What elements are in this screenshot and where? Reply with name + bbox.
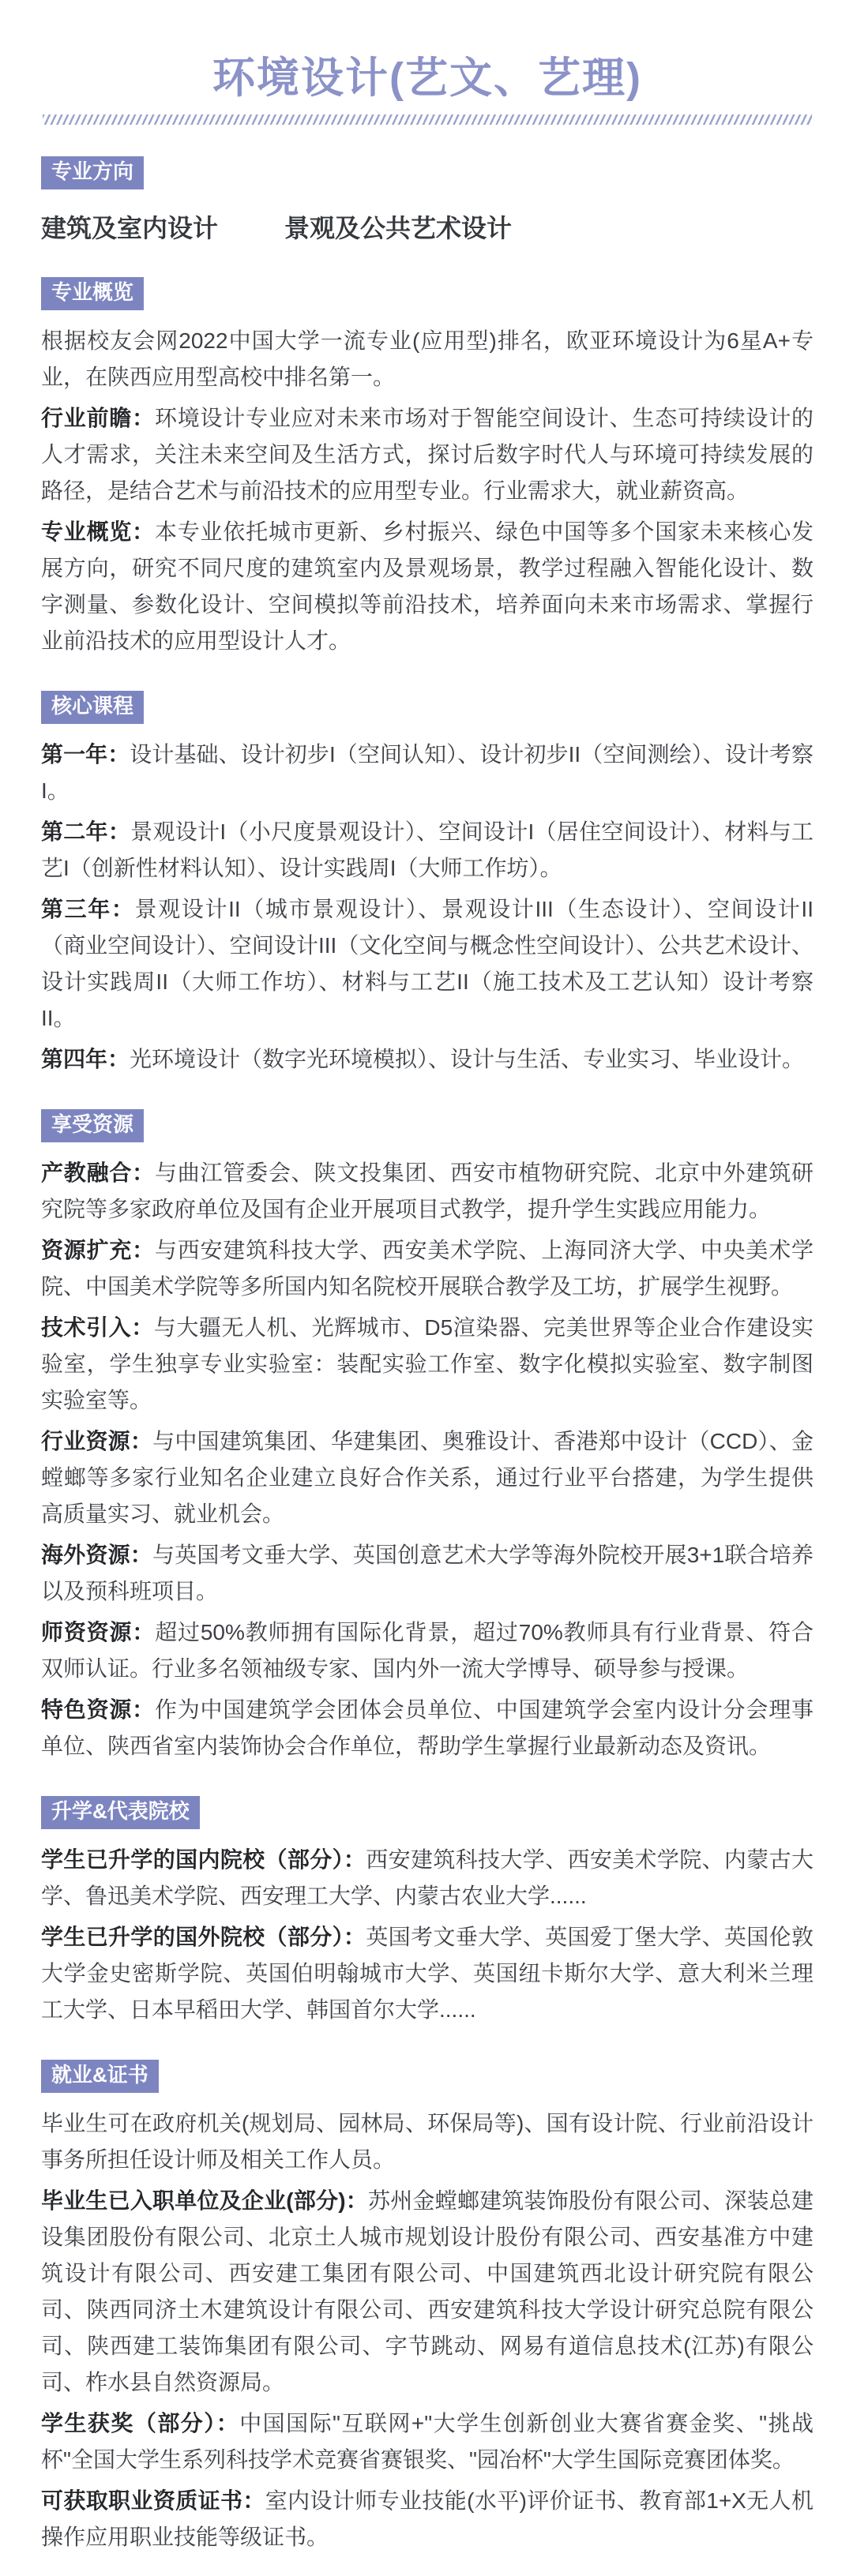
paragraph-technology: [41, 1310, 814, 1419]
paragraph-year4: [41, 1041, 814, 1078]
paragraph-text: 根据校友会网2022中国大学一流专业(应用型)排名，欧亚环境设计为6星A+专业，在陕西应用型高校中排名第一。: [41, 328, 814, 390]
paragraph-text: 设计基础、设计初步I（空间认知）、设计初步II（空间测绘）、设计考察I。: [41, 742, 814, 804]
paragraph-lead: 专业概览：: [41, 519, 155, 545]
paragraph-year3: [41, 891, 814, 1037]
paragraph-text: 室内设计师专业技能(水平)评价证书、教育部1+X无人机操作应用职业技能等级证书。: [41, 2488, 814, 2549]
paragraph-year2: [41, 814, 814, 887]
paragraph-industry-outlook: [41, 400, 814, 509]
section-major-overview: [41, 277, 814, 659]
paragraph-resource-expansion: [41, 1232, 814, 1305]
paragraph-text: 苏州金螳螂建筑装饰股份有限公司、深装总建设集团股份有限公司、北京土人城市规划设计股份有限公司、西安基准方中建筑设计有限公司、西安建工集团有限公司、中国建筑西北设计研究院有限公司、陕西同济土木建筑设计有限公司、西安建筑科技大学设计研究总院有限公司、陕西建工装饰集团有限公司、字节跳动、网易有道信息技术(江苏)有限公司、柞水县自然资源局。: [41, 2188, 814, 2394]
badge-major-directions: 专业方向: [41, 156, 144, 189]
paragraph-text: 中国国际"互联网+"大学生创新创业大赛省赛金奖、"挑战杯"全国大学生系列科技学术竞赛省赛银奖、"园冶杯"大学生国际竞赛团体奖。: [41, 2410, 814, 2472]
paragraph-lead: 技术引入：: [41, 1315, 154, 1340]
paragraph-text: 景观设计I（小尺度景观设计）、空间设计I（居住空间设计）、材料与工艺I（创新性材料认知）、设计实践周I（大师工作坊）。: [41, 819, 814, 881]
section-resources: [41, 1109, 814, 1764]
paragraph-lead: 可获取职业资质证书：: [41, 2488, 265, 2513]
paragraph-lead: 资源扩充：: [41, 1238, 155, 1263]
hatched-divider: [43, 114, 812, 125]
section-major-directions: [41, 156, 814, 246]
paragraph-lead: 第四年：: [41, 1047, 130, 1072]
section-core-courses: [41, 691, 814, 1078]
paragraph-employment-overview: [41, 2105, 814, 2178]
badge-major-overview: 专业概览: [41, 277, 144, 310]
paragraph-domestic-schools: [41, 1842, 814, 1914]
paragraph-lead: 第二年：: [41, 819, 131, 845]
paragraph-faculty-resources: [41, 1614, 814, 1687]
section-employment-certificates: [41, 2060, 814, 2555]
paragraph-text: 本专业依托城市更新、乡村振兴、绿色中国等多个国家未来核心发展方向，研究不同尺度的建筑室内及景观场景，教学过程融入智能化设计、数字测量、参数化设计、空间模拟等前沿技术，培养面向未来市场需求、掌握行业前沿技术的应用型设计人才。: [41, 519, 814, 654]
paragraph-text: 与西安建筑科技大学、西安美术学院、上海同济大学、中央美术学院、中国美术学院等多所国内知名院校开展联合教学及工坊，扩展学生视野。: [41, 1238, 814, 1299]
paragraph-lead: 第一年：: [41, 742, 130, 767]
paragraph-certificates: [41, 2483, 814, 2555]
paragraph-lead: 毕业生已入职单位及企业(部分)：: [41, 2188, 369, 2213]
paragraph-employers: [41, 2183, 814, 2401]
page-title: 环境设计(艺文、艺理): [212, 54, 642, 102]
paragraph-lead: 海外资源：: [41, 1543, 152, 1568]
paragraph-text: 光环境设计（数字光环境模拟）、设计与生活、专业实习、毕业设计。: [130, 1047, 805, 1072]
direction-item-landscape-public-art: 景观及公共艺术设计: [284, 214, 513, 243]
paragraph-text: 毕业生可在政府机关(规划局、园林局、环保局等)、国有设计院、行业前沿设计事务所担任设计师及相关工作人员。: [41, 2110, 814, 2172]
badge-further-study: 升学&代表院校: [41, 1796, 200, 1829]
badge-resources: 享受资源: [41, 1109, 144, 1142]
paragraph-lead: 行业前瞻：: [41, 406, 155, 431]
paragraph-text: 超过50%教师拥有国际化背景，超过70%教师具有行业背景、符合双师认证。行业多名领袖级专家、国内外一流大学博导、硕导参与授课。: [41, 1620, 814, 1682]
paragraph-lead: 学生已升学的国外院校（部分）：: [41, 1925, 366, 1950]
direction-item-architecture-interior: 建筑及室内设计: [41, 214, 219, 243]
paragraph-text: 作为中国建筑学会团体会员单位、中国建筑学会室内设计分会理事单位、陕西省室内装饰协会合作单位，帮助学生掌握行业最新动态及资讯。: [41, 1697, 814, 1759]
badge-employment-certificates: 就业&证书: [41, 2060, 159, 2093]
paragraph-text: 景观设计II（城市景观设计）、景观设计III（生态设计）、空间设计II（商业空间设计）、空间设计III（文化空间与概念性空间设计）、公共艺术设计、设计实践周II（大师工作坊）、材料与工艺II（施工技术及工艺认知）设计考察II。: [41, 897, 814, 1031]
paragraph-special-resources: [41, 1692, 814, 1764]
paragraph-lead: 行业资源：: [41, 1429, 153, 1454]
paragraph-text: 与曲江管委会、陕文投集团、西安市植物研究院、北京中外建筑研究院等多家政府单位及国有企业开展项目式教学，提升学生实践应用能力。: [41, 1161, 814, 1222]
paragraph-text: 英国考文垂大学、英国爱丁堡大学、英国伦敦大学金史密斯学院、英国伯明翰城市大学、英国纽卡斯尔大学、意大利米兰理工大学、日本早稻田大学、韩国首尔大学......: [41, 1925, 814, 2023]
paragraph-ranking: [41, 323, 814, 396]
section-further-study: [41, 1796, 814, 2028]
paragraph-lead: 学生已升学的国内院校（部分）：: [41, 1847, 366, 1873]
paragraph-year1: [41, 737, 814, 809]
paragraph-text: 环境设计专业应对未来市场对于智能空间设计、生态可持续设计的人才需求，关注未来空间及生活方式，探讨后数字时代人与环境可持续发展的路径，是结合艺术与前沿技术的应用型专业。行业需求大，就业薪资高。: [41, 406, 814, 504]
paragraph-overview: [41, 514, 814, 659]
paragraph-text: 西安建筑科技大学、西安美术学院、内蒙古大学、鲁迅美术学院、西安理工大学、内蒙古农业大学......: [41, 1847, 814, 1909]
major-directions-line: [41, 212, 814, 246]
paragraph-text: 与英国考文垂大学、英国创意艺术大学等海外院校开展3+1联合培养以及预科班项目。: [41, 1543, 814, 1604]
paragraph-student-awards: [41, 2405, 814, 2478]
paragraph-text: 与大疆无人机、光辉城市、D5渲染器、完美世界等企业合作建设实验室，学生独享专业实验室：装配实验工作室、数字化模拟实验室、数字制图实验室等。: [41, 1315, 814, 1413]
badge-core-courses: 核心课程: [41, 691, 144, 724]
paragraph-industry-resources: [41, 1423, 814, 1532]
paragraph-text: 与中国建筑集团、华建集团、奥雅设计、香港郑中设计（CCD）、金螳螂等多家行业知名企业建立良好合作关系，通过行业平台搭建，为学生提供高质量实习、就业机会。: [41, 1429, 814, 1527]
paragraph-lead: 师资资源：: [41, 1620, 156, 1645]
paragraph-overseas-resources: [41, 1537, 814, 1610]
paragraph-industry-education: [41, 1155, 814, 1228]
paragraph-lead: 产教融合：: [41, 1161, 155, 1186]
paragraph-overseas-schools: [41, 1919, 814, 2028]
paragraph-lead: 学生获奖（部分）：: [41, 2410, 240, 2435]
paragraph-lead: 特色资源：: [41, 1697, 155, 1723]
paragraph-lead: 第三年：: [41, 897, 135, 922]
